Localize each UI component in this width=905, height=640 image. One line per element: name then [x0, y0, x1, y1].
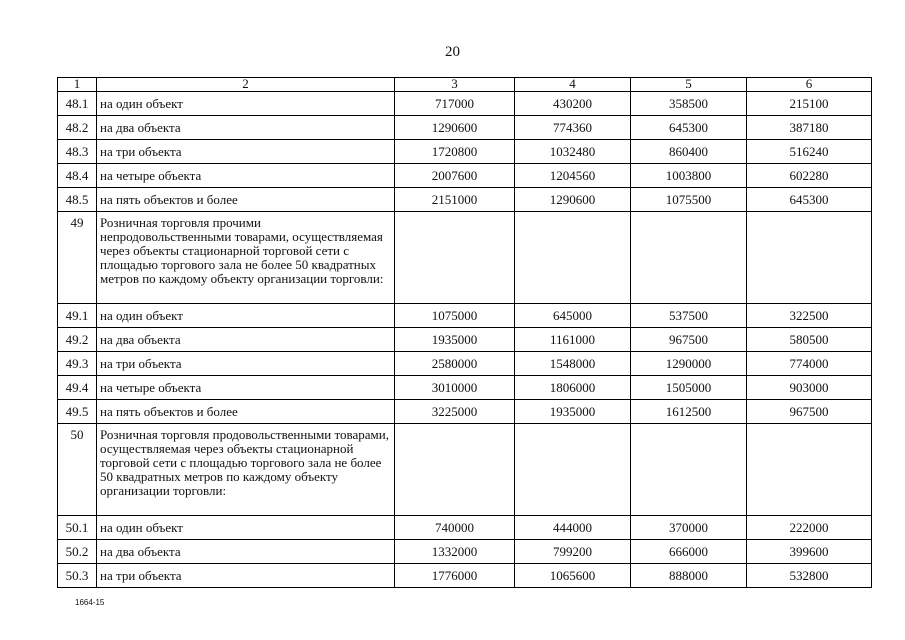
value-cell: 1612500	[631, 400, 747, 424]
table-row	[58, 352, 872, 376]
section-row	[58, 424, 872, 516]
row-number: 48.3	[58, 140, 97, 164]
value-cell: 903000	[747, 376, 872, 400]
table-row	[58, 516, 872, 540]
value-cell: 967500	[631, 328, 747, 352]
document-code: 1664-15	[75, 598, 105, 607]
table-row	[58, 116, 872, 140]
value-cell: 645000	[515, 304, 631, 328]
value-cell: 322500	[747, 304, 872, 328]
tariff-table	[57, 77, 872, 588]
header-cell: 2	[97, 78, 395, 92]
header-cell: 4	[515, 78, 631, 92]
value-cell: 399600	[747, 540, 872, 564]
value-cell: 537500	[631, 304, 747, 328]
row-number: 48.2	[58, 116, 97, 140]
value-cell: 370000	[631, 516, 747, 540]
value-cell: 602280	[747, 164, 872, 188]
value-cell	[515, 424, 631, 516]
value-cell: 1935000	[395, 328, 515, 352]
value-cell: 860400	[631, 140, 747, 164]
value-cell: 1290600	[395, 116, 515, 140]
table-row	[58, 328, 872, 352]
table-row	[58, 400, 872, 424]
row-description: на три объекта	[97, 352, 395, 376]
value-cell	[747, 424, 872, 516]
value-cell	[395, 212, 515, 304]
value-cell: 215100	[747, 92, 872, 116]
value-cell: 358500	[631, 92, 747, 116]
value-cell: 740000	[395, 516, 515, 540]
table-row	[58, 92, 872, 116]
row-description: на три объекта	[97, 564, 395, 588]
table-row	[58, 564, 872, 588]
row-description: Розничная торговля продовольственными товарами, осуществляемая через объекты стационарной торговой сети с площадью торгового зала не более 50 квадратных метров по каждому объекту организации торговли:	[97, 424, 395, 516]
header-cell: 3	[395, 78, 515, 92]
value-cell: 1075500	[631, 188, 747, 212]
row-description: на три объекта	[97, 140, 395, 164]
row-description: Розничная торговля прочими непродовольственными товарами, осуществляемая через объекты стационарной торговой сети с площадью торгового зала не более 50 квадратных метров по каждому объекту организации торговли:	[97, 212, 395, 304]
row-number: 48.1	[58, 92, 97, 116]
value-cell: 2007600	[395, 164, 515, 188]
row-description: на один объект	[97, 92, 395, 116]
value-cell: 1505000	[631, 376, 747, 400]
row-number: 48.4	[58, 164, 97, 188]
value-cell: 3010000	[395, 376, 515, 400]
value-cell: 430200	[515, 92, 631, 116]
row-description: на два объекта	[97, 116, 395, 140]
value-cell	[631, 424, 747, 516]
value-cell: 1332000	[395, 540, 515, 564]
row-number: 49.3	[58, 352, 97, 376]
table-row	[58, 376, 872, 400]
value-cell	[395, 424, 515, 516]
row-description: на два объекта	[97, 328, 395, 352]
row-number: 50.2	[58, 540, 97, 564]
value-cell	[515, 212, 631, 304]
row-description: на пять объектов и более	[97, 188, 395, 212]
table-row	[58, 140, 872, 164]
row-description: на один объект	[97, 516, 395, 540]
header-cell: 1	[58, 78, 97, 92]
row-description: на четыре объекта	[97, 376, 395, 400]
row-number: 49	[58, 212, 97, 304]
row-number: 49.1	[58, 304, 97, 328]
row-number: 49.5	[58, 400, 97, 424]
row-number: 50	[58, 424, 97, 516]
value-cell: 888000	[631, 564, 747, 588]
value-cell: 1075000	[395, 304, 515, 328]
value-cell: 774360	[515, 116, 631, 140]
row-number: 48.5	[58, 188, 97, 212]
value-cell: 645300	[631, 116, 747, 140]
value-cell: 717000	[395, 92, 515, 116]
value-cell: 1935000	[515, 400, 631, 424]
value-cell	[631, 212, 747, 304]
value-cell: 967500	[747, 400, 872, 424]
value-cell: 1720800	[395, 140, 515, 164]
value-cell: 1161000	[515, 328, 631, 352]
value-cell: 774000	[747, 352, 872, 376]
value-cell: 1032480	[515, 140, 631, 164]
table-row	[58, 540, 872, 564]
value-cell: 1548000	[515, 352, 631, 376]
value-cell: 645300	[747, 188, 872, 212]
table-header-row	[58, 78, 872, 92]
value-cell: 1776000	[395, 564, 515, 588]
row-description: на два объекта	[97, 540, 395, 564]
row-number: 50.1	[58, 516, 97, 540]
row-number: 49.4	[58, 376, 97, 400]
table-row	[58, 164, 872, 188]
value-cell: 1204560	[515, 164, 631, 188]
value-cell: 799200	[515, 540, 631, 564]
value-cell	[747, 212, 872, 304]
row-description: на пять объектов и более	[97, 400, 395, 424]
value-cell: 444000	[515, 516, 631, 540]
table-row	[58, 304, 872, 328]
header-cell: 6	[747, 78, 872, 92]
value-cell: 2580000	[395, 352, 515, 376]
value-cell: 666000	[631, 540, 747, 564]
header-cell: 5	[631, 78, 747, 92]
value-cell: 1290000	[631, 352, 747, 376]
value-cell: 1806000	[515, 376, 631, 400]
row-number: 50.3	[58, 564, 97, 588]
value-cell: 516240	[747, 140, 872, 164]
value-cell: 3225000	[395, 400, 515, 424]
table-row	[58, 188, 872, 212]
row-description: на четыре объекта	[97, 164, 395, 188]
value-cell: 580500	[747, 328, 872, 352]
row-description: на один объект	[97, 304, 395, 328]
value-cell: 387180	[747, 116, 872, 140]
value-cell: 1290600	[515, 188, 631, 212]
row-number: 49.2	[58, 328, 97, 352]
section-row	[58, 212, 872, 304]
value-cell: 1003800	[631, 164, 747, 188]
value-cell: 1065600	[515, 564, 631, 588]
value-cell: 222000	[747, 516, 872, 540]
value-cell: 2151000	[395, 188, 515, 212]
page-number: 20	[445, 44, 460, 60]
value-cell: 532800	[747, 564, 872, 588]
